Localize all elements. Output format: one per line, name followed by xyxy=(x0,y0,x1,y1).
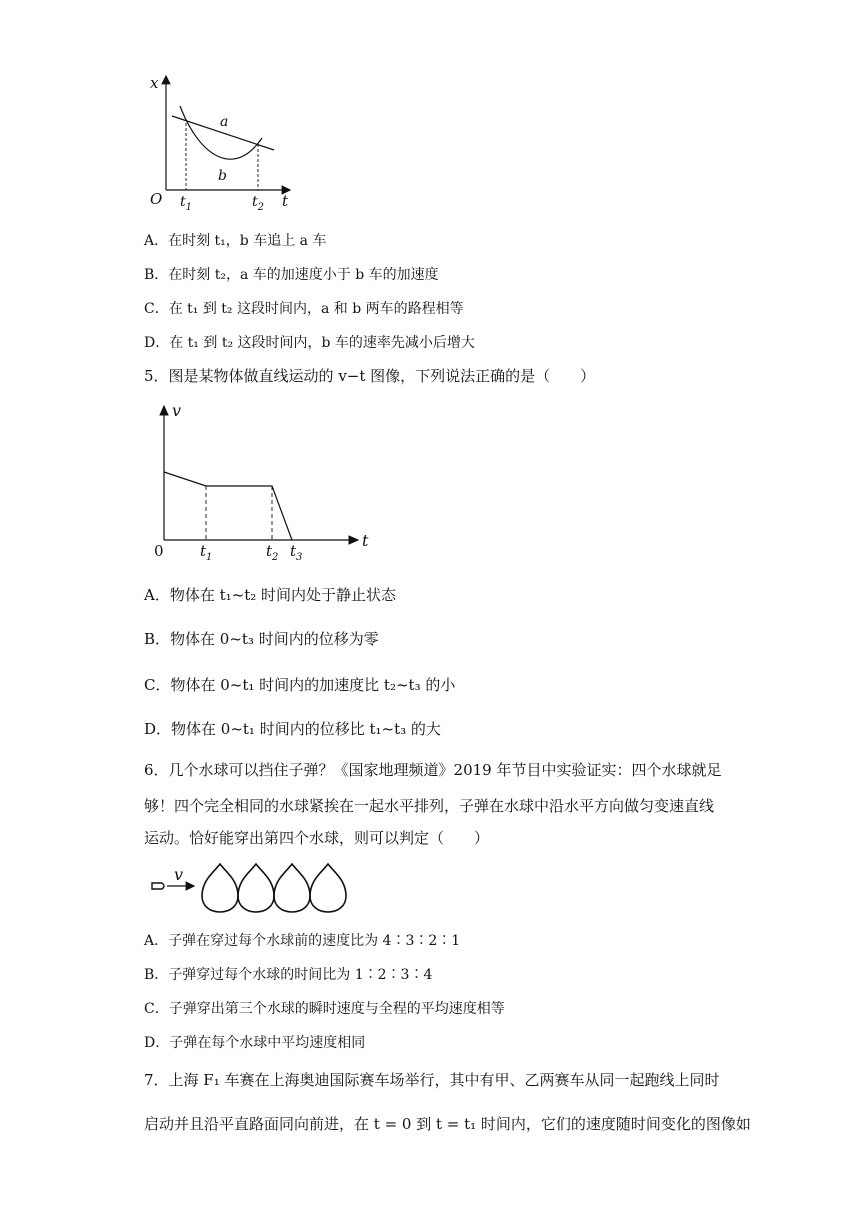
water-ball-1 xyxy=(202,864,238,912)
origin-label: O xyxy=(150,190,163,208)
q6-line-2: 够！四个完全相同的水球紧挨在一起水平排列，子弹在水球中沿水平方向做匀变速直线 xyxy=(144,797,715,815)
q6-option-c: C．子弹穿出第三个水球的瞬时速度与全程的平均速度相等 xyxy=(144,1001,505,1017)
q5-stem: 5．图是某物体做直线运动的 v−t 图像，下列说法正确的是（ ） xyxy=(144,367,596,385)
origin-label: 0 xyxy=(154,542,164,560)
q4-option-c: C．在 t₁ 到 t₂ 这段时间内，a 和 b 两车的路程相等 xyxy=(144,301,464,317)
q7-line-2: 启动并且沿平直路面同向前进，在 t = 0 到 t = t₁ 时间内，它们的速度随时间变化的图像如 xyxy=(144,1115,751,1133)
t1-label: $t_1$ xyxy=(180,194,193,213)
water-ball-3 xyxy=(274,864,310,912)
q6-line-1: 6．几个水球可以挡住子弹？《国家地理频道》2019 年节目中实验证实：四个水球就足 xyxy=(144,761,722,779)
q4-option-a: A．在时刻 t₁，b 车追上 a 车 xyxy=(144,233,327,249)
water-ball-4 xyxy=(310,864,346,912)
vt-graph xyxy=(140,396,380,566)
bullet-icon xyxy=(152,883,164,889)
curve-a-label: a xyxy=(220,114,229,130)
x-axis-label: t xyxy=(362,531,369,550)
q6-option-a: A．子弹在穿过每个水球前的速度比为 4∶3∶2∶1 xyxy=(144,933,461,949)
q6-line-3: 运动。恰好能穿出第四个水球，则可以判定（ ） xyxy=(144,829,490,847)
q7-line-1: 7．上海 F₁ 车赛在上海奥迪国际赛车场举行，其中有甲、乙两赛车从同一起跑线上同时 xyxy=(144,1071,720,1089)
q4-option-d: D．在 t₁ 到 t₂ 这段时间内，b 车的速率先减小后增大 xyxy=(144,335,475,351)
q5-option-b: B．物体在 0~t₃ 时间内的位移为零 xyxy=(144,630,379,648)
y-axis-label: v xyxy=(172,401,182,420)
velocity-label: v xyxy=(174,865,184,884)
water-balls-figure xyxy=(146,858,362,914)
xt-graph xyxy=(140,68,300,216)
water-ball-2 xyxy=(238,864,274,912)
t2-label: $t_2$ xyxy=(252,194,265,213)
q4-option-b: B．在时刻 t₂，a 车的加速度小于 b 车的加速度 xyxy=(144,267,439,283)
q5-option-a: A．物体在 t₁~t₂ 时间内处于静止状态 xyxy=(144,586,397,604)
t2-label: $t_2$ xyxy=(266,542,279,563)
velocity-line xyxy=(164,472,292,540)
y-axis-label: x xyxy=(150,74,159,92)
t1-label: $t_1$ xyxy=(200,542,213,563)
q6-option-d: D．子弹在每个水球中平均速度相同 xyxy=(144,1035,366,1051)
q5-option-c: C．物体在 0~t₁ 时间内的加速度比 t₂~t₃ 的小 xyxy=(144,676,456,694)
q6-option-b: B．子弹穿过每个水球的时间比为 1∶2∶3∶4 xyxy=(144,967,433,983)
x-axis-label: t xyxy=(282,192,289,210)
curve-b-label: b xyxy=(218,168,227,184)
q5-option-d: D．物体在 0~t₁ 时间内的位移比 t₁~t₃ 的大 xyxy=(144,720,441,738)
t3-label: $t_3$ xyxy=(290,542,303,563)
